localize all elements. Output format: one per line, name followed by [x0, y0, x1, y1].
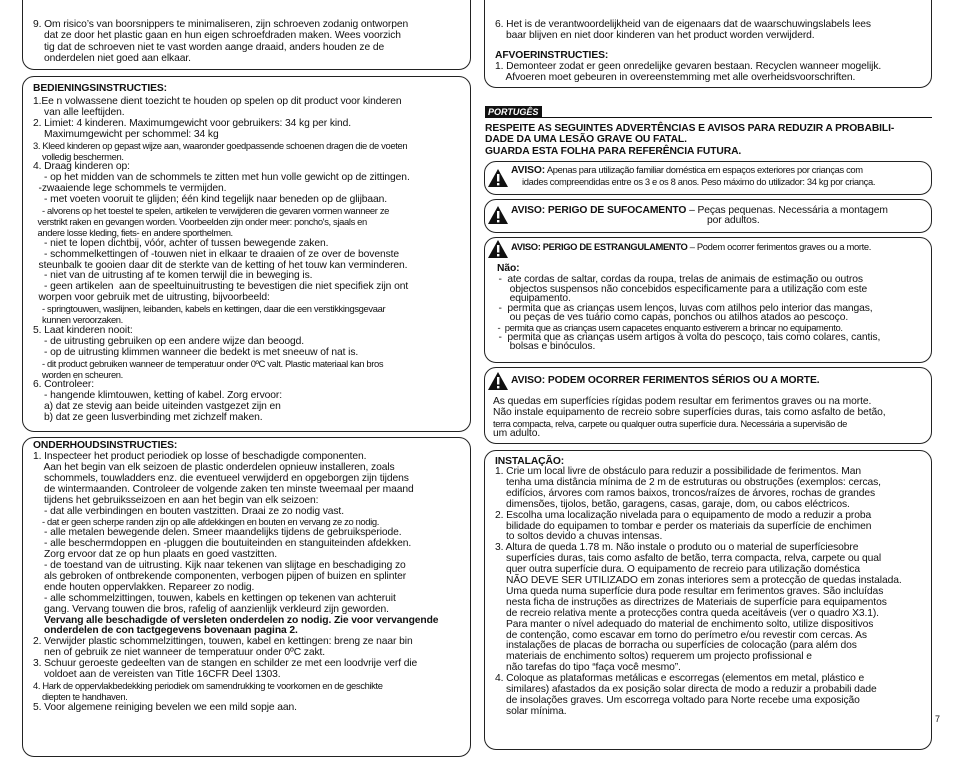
warning-fall-title: AVISO: PODEM OCORRER FERIMENTOS SÉRIOS OU A MORTE. — [511, 375, 820, 386]
list-line: ou peças de ves tuário como capas, ponchos ou atilhos atados ao pescoço. — [493, 312, 849, 324]
text-line: tig dat de schroeven niet te vast worden aange draaid, anders houden ze de — [33, 41, 385, 53]
list-line: tijdens het gebruiksseizoen en aan het begin van elk seizoen: — [33, 494, 319, 506]
language-label: PORTUGÊS — [485, 106, 542, 118]
list-line: - dat er geen scherpe randen zijn op alle afdekkingen en bouten en vervang ze zo nodig. — [33, 516, 380, 528]
list-line: - de uitrusting gebruiken op een andere wijze dan beoogd. — [33, 335, 304, 347]
text-line: terra compacta, relva, carpete ou qualquer outra superfície dura. Necessária a supervisão de — [493, 417, 847, 429]
list-line: - alle beschermdoppen en -pluggen die boutuiteinden en stanguiteinden afdekken. — [33, 538, 412, 550]
list-line: 1. Demonteer zodat er geen onredelijke gevaren bestaan. Recyclen wanneer mogelijk. — [495, 61, 882, 72]
list-line: to soltos devido a chuvas intensas. — [495, 531, 663, 543]
warning-strangulation-subhead: Não: — [497, 263, 520, 274]
warning-choking-title: AVISO: PERIGO DE SUFOCAMENTO — [511, 205, 687, 216]
text-line: 6. Het is de verantwoordelijkheid van de eigenaars dat de waarschuwingslabels lees — [495, 19, 871, 30]
disposal-instructions-title: AFVOERINSTRUCTIES: — [495, 50, 609, 61]
list-line: voldoet aan de vereisten van Title 16CFR Deel 1303. — [33, 669, 281, 680]
language-divider — [485, 117, 932, 118]
text-line: 9. Om risico’s van boorsnippers te minimaliseren, zijn schroeven zodanig ontworpen — [33, 19, 409, 30]
list-line: van alle leeftijden. — [33, 106, 125, 118]
warning-strangulation-title: AVISO: PERIGO DE ESTRANGULAMENTO — [511, 241, 688, 252]
page-number: 7 — [935, 714, 941, 724]
list-line: 2. Verwijder plastic schommelzittingen, touwen, kabel en kettingen: breng ze naar bin — [33, 636, 413, 648]
list-line: schommels, touwladders enz. die eventueel verwijderd en opgeborgen zijn tijdens — [33, 472, 409, 484]
warning-choking-line1: – Peças pequenas. Necessária a montagem — [686, 205, 888, 216]
heading-line: GUARDA ESTA FOLHA PARA REFERÊNCIA FUTURA. — [485, 145, 742, 157]
list-line: worden en scheuren. — [33, 368, 123, 380]
installation-title: INSTALAÇÃO: — [495, 456, 565, 467]
list-line: tenha uma distância mínima de 2 m de estruturas ou obstruções (exemplos: cercas, — [495, 476, 881, 488]
list-line: - alle metalen bewegende delen. Smeer maandelijks tijdens de gebruiksperiode. — [33, 527, 402, 539]
list-line: Vervang alle beschadigde of versleten onderdelen zo nodig. Zie voor vervangende — [33, 614, 439, 626]
text-line: baar blijven en niet door kinderen van het product worden verwijderd. — [495, 30, 815, 42]
heading-line: RESPEITE AS SEGUINTES ADVERTÊNCIAS E AVISOS PARA REDUZIR A PROBABILI- — [485, 123, 895, 134]
list-line: - de toestand van de uitrusting. Kijk naar tekenen van slijtage en beschadiging zo — [33, 560, 406, 571]
list-line: bilidade do equipamen to tombar e perder os materiais da superfície de enchimen — [495, 520, 872, 532]
list-line: verstrikt raken en gevangen worden. Voorbeelden zijn onder meer: poncho's, sjaals en — [33, 215, 367, 227]
list-line: 6. Controleer: — [33, 379, 94, 391]
warning-usage-text — [511, 165, 863, 177]
list-line: dimensões, tijolos, betão, garagens, casas, garaje, dom, ou cabos eléctricos. — [495, 498, 850, 510]
warning-usage-title: AVISO: — [511, 165, 546, 176]
warning-strangulation-line1: – Podem ocorrer ferimentos graves ou a morte. — [687, 241, 871, 252]
list-line: a) dat ze stevig aan beide uiteinden vastgezet zijn en — [33, 401, 281, 413]
list-line: - permita que as crianças usem capacetes enquanto estiverem a brincar no equipamento. — [493, 322, 843, 333]
list-line: 5. Laat kinderen nooit: — [33, 324, 133, 336]
list-line: -zwaaiende lege schommels te vermijden. — [33, 183, 227, 195]
list-line: - permita que as crianças usem lenços, luvas com atilhos pelo interior das mangas, — [493, 302, 873, 314]
list-line: - schommelkettingen of -touwen niet in elkaar te draaien of ze over de bovenste — [33, 248, 400, 260]
warning-triangle-icon — [487, 239, 509, 259]
list-line: NÃO DEVE SER UTILIZADO em zonas interiores sem a protecção de quedas instalada. — [495, 575, 902, 586]
warning-usage-line1: Apenas para utilização familiar doméstica em espaços exteriores por crianças com — [545, 164, 863, 175]
list-line: 3. Altura de queda 1.78 m. Não instale o produto ou o material de superfíciesobre — [495, 542, 859, 554]
list-line: objectos suspensos não concebidos especificamente para a utilização com este — [493, 283, 868, 295]
text-line: onderdelen niet goed aan elkaar. — [33, 52, 191, 64]
list-line: - niet van de uitrusting af te komen terwijl die in beweging is. — [33, 270, 313, 282]
list-line: Aan het begin van elk seizoen de plastic onderdelen opnieuw installeren, zoals — [33, 461, 395, 473]
list-line: 1. Inspecteer het product periodiek op losse of beschadigde componenten. — [33, 451, 367, 462]
text-line: um adulto. — [493, 428, 541, 440]
warning-choking-text — [511, 206, 888, 217]
list-line: als gebroken of ontbrekende componenten, verbogen pijpen of buizen en splinter — [33, 570, 407, 582]
list-line: 2. Escolha uma localização nivelada para o equipamento de modo a reduzir a proba — [495, 509, 872, 521]
list-line: steunbalk te gooien daar dit de sterkte van de ketting of het touw kan verminderen. — [33, 259, 408, 271]
warning-triangle-icon — [487, 168, 509, 188]
list-line: Uma queda numa superfície dura pode resultar em ferimentos graves. São incluídas — [495, 585, 884, 597]
list-line: - permita que as crianças usem artigos à volta do pescoço, tais como colares, cantis, — [493, 331, 881, 343]
usage-instructions-title: BEDIENINGSINSTRUCTIES: — [33, 83, 167, 94]
list-line: Afvoeren moet gebeuren in overeenstemming met alle overheidsvoorschriften. — [495, 71, 856, 83]
list-line: gang. Vervang touwen die bros, rafelig of aanzienlijk verkleurd zijn geworden. — [33, 603, 389, 615]
list-line: - geen artikelen aan de speeltuinuitrusting te bevestigen die niet specifiek zijn ont — [33, 281, 409, 293]
list-line: de recreio relativa mente a protecções contra queda aceitáveis (ver o quadro X3.1). — [495, 607, 879, 619]
list-line: 2. Limiet: 4 kinderen. Maximumgewicht voor gebruikers: 34 kg per kind. — [33, 117, 352, 129]
list-line: 5. Voor algemene reiniging bevelen we een mild sopje aan. — [33, 701, 297, 713]
list-line: 4. Draag kinderen op: — [33, 161, 130, 173]
list-line: superfícies duras, tais como asfalto de betão, terra compacta, relva, carpete ou qual — [495, 553, 882, 565]
list-line: materiais de enchimento soltos) requerem um projecto profissional e — [495, 651, 812, 663]
list-line: b) dat ze geen lusverbinding met zichzelf maken. — [33, 412, 263, 424]
list-line: equipamento. — [493, 293, 571, 305]
list-line: - op de uitrusting klimmen wanneer die bedekt is met sneeuw of nat is. — [33, 346, 359, 358]
maintenance-instructions-title: ONDERHOUDSINSTRUCTIES: — [33, 440, 178, 451]
list-line: volledig beschermen. — [33, 150, 124, 162]
warning-usage-line2: idades compreendidas entre os 3 e os 8 anos. Peso máximo do utilizador: 34 kg por criança. — [522, 176, 876, 187]
list-line: - dit product gebruiken wanneer de temperatuur onder 0ºC valt. Plastic materiaal kan bros — [33, 357, 384, 369]
list-line: worpen voor gebruik met de uitrusting, bijvoorbeeld: — [33, 292, 270, 304]
list-line: 1. Crie um local livre de obstáculo para reduzir a possibilidade de ferimentos. Man — [495, 466, 862, 477]
list-line: - op het midden van de schommels te zitten met hun volle gewicht op de zittingen. — [33, 172, 410, 184]
list-line: - met voeten vooruit te glijden; één kind tegelijk naar beneden op de glijbaan. — [33, 194, 388, 206]
list-line: - alvorens op het toestel te spelen, artikelen te verwijderen die gevaren vormen wanneer ze — [33, 205, 390, 216]
list-line: de insolações graves. Um escorrega voltado para Norte recebe uma exposição — [495, 694, 860, 706]
list-line: 4. Hark de oppervlakbedekking periodiek om samendrukking te voorkomen en de geschikte — [33, 679, 383, 691]
list-line: - niet te lopen dichtbij, vóór, achter of tussen bewegende zaken. — [33, 237, 329, 249]
list-line: instalações de placas de borracha ou superfícies de colocação (para além dos — [495, 640, 857, 652]
list-line: 3. Schuur geroeste gedeelten van de stangen en schilder ze met een loodvrije verf die — [33, 658, 418, 670]
list-line: - dat alle verbindingen en bouten vastzitten. Draai ze zo nodig vast. — [33, 505, 344, 517]
list-line: nesta ficha de instruções as directrizes de Materiais de superfície para equipamentos — [495, 596, 887, 608]
list-line: kunnen veroorzaken. — [33, 314, 123, 325]
list-line: ende houten oppervlakken. Repareer zo nodig. — [33, 581, 255, 593]
text-line: As quedas em superfícies rígidas podem resultar em ferimentos graves ou na morte. — [493, 396, 872, 407]
list-line: bolsas e binóculos. — [493, 341, 596, 353]
list-line: Zorg ervoor dat ze op hun plaats en goed vastzitten. — [33, 549, 277, 561]
warning-triangle-icon — [487, 205, 509, 225]
list-line: onderdelen de con tactgegevens bovenaan pagina 2. — [33, 625, 298, 637]
list-line: solar mínima. — [495, 705, 567, 717]
list-line: - hangende klimtouwen, ketting of kabel. Zorg ervoor: — [33, 390, 282, 402]
list-line: andere losse kleding, fiets- en andere sporthelmen. — [33, 226, 233, 238]
list-line: Para manter o nível adequado do material de enchimento solto, utilize dispositivos — [495, 618, 874, 630]
list-line: - alle schommelzittingen, touwen, kabels en kettingen op tekenen van achteruit — [33, 592, 396, 604]
text-line: Não instale equipamento de recreio sobre superfícies duras, tais como asfalto de betão, — [493, 406, 886, 418]
list-line: diepten te handhaven. — [33, 690, 128, 702]
heading-line: DADE DA UMA LESÃO GRAVE OU FATAL. — [485, 134, 687, 146]
list-line: - springtouwen, waslijnen, leibanden, kabels en kettingen, daar die een verstikkingsgevaar — [33, 303, 386, 315]
list-line: 4. Coloque as plataformas metálicas e escorregas (elementos em metal, plástico e — [495, 673, 865, 685]
warning-triangle-icon — [487, 371, 509, 391]
list-line: 3. Kleed kinderen op gepast wijze aan, waaronder goedpassende schoenen dragen die de voeten — [33, 139, 408, 151]
list-line: 1.Ee n volwassene dient toezicht te houden op spelen op dit product voor kinderen — [33, 96, 402, 107]
list-line: nen of gebruik ze niet wanneer de temperatuur onder 0ºC zakt. — [33, 647, 326, 659]
text-line: dat ze door het plastic gaan en hun eigen schroefdraden maken. Wees voorzich — [33, 30, 401, 42]
warning-choking-line2: por adultos. — [707, 215, 760, 226]
list-line: de contenção, como escavar em torno do perímetro e/ou revestir com cercas. As — [495, 629, 867, 641]
list-line: Maximumgewicht per schommel: 34 kg — [33, 128, 219, 140]
list-line: não tarefas do tipo “faça você mesmo”. — [495, 662, 681, 674]
list-line: quer outra superfície dura. O equipamento de recreio para utilização doméstica — [495, 564, 860, 576]
list-line: similares) afastados da ex posição solar directa de modo a reduzir a probabili dade — [495, 684, 877, 695]
list-line: de wintermaanden. Controleer de volgende zaken ten minste tweemaal per maand — [33, 483, 414, 495]
list-line: edifícios, árvores com ramos baixos, troncos/raízes de árvores, rochas de grandes — [495, 487, 876, 499]
warning-strangulation-text — [511, 242, 871, 254]
list-line: - ate cordas de saltar, cordas da roupa, trelas de animais de estimação ou outros — [493, 274, 863, 285]
